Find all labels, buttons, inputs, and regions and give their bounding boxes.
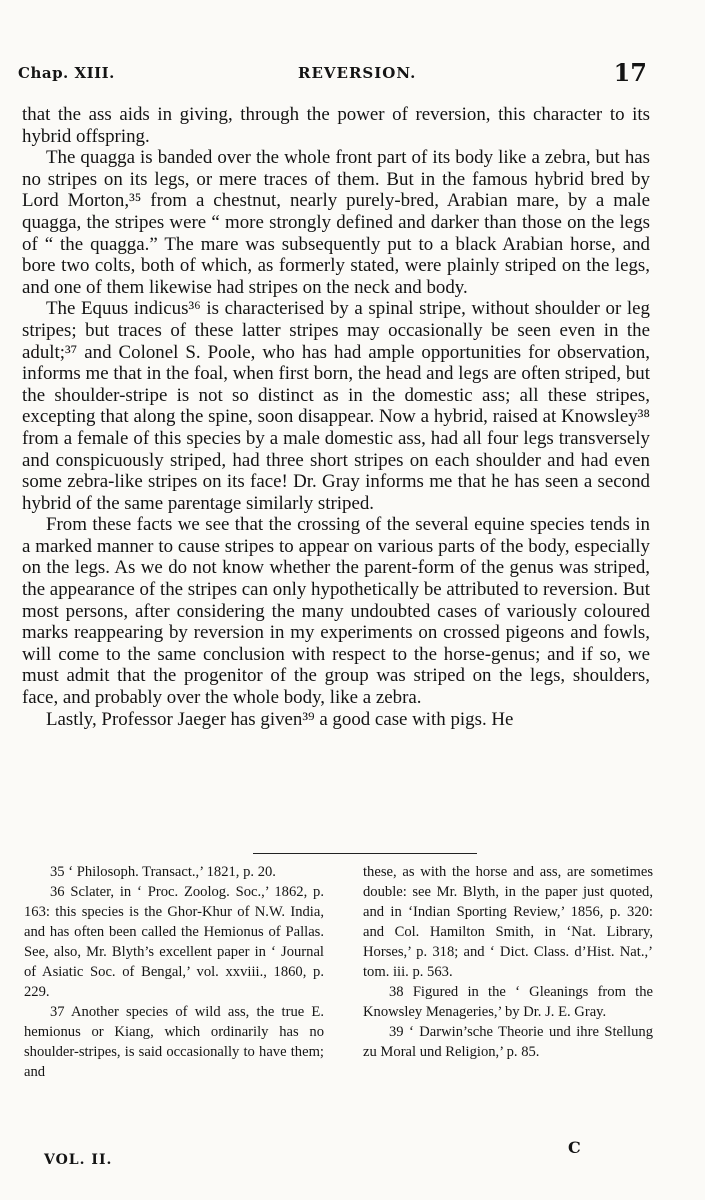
footnote-divider [253,853,477,854]
footnotes-right-column [363,862,653,1062]
paragraph: Lastly, Professor Jaeger has given³⁹ a good case with pigs. He [46,708,514,730]
footnote-37: 37 Another species of wild ass, the true E. hemionus or Kiang, which ordinarily has no shoulder-stripes, is said occasionally to have them; and [24,1004,324,1080]
footnotes-left-column [24,862,324,1082]
page-number: 17 [613,58,647,87]
chapter-label: Chap. XIII. [18,64,115,82]
main-text [22,104,650,730]
paragraph: that the ass aids in giving, through the power of reversion, this character to its hybrid offspring. [22,104,650,147]
signature-mark: C [568,1138,581,1157]
footnote-38: 38 Figured in the ‘ Gleanings from the Knowsley Menageries,’ by Dr. J. E. Gray. [363,984,653,1020]
paragraph: The quagga is banded over the whole front part of its body like a zebra, but has no stripes on its legs, or mere traces of them. But in the famous hybrid bred by Lord Morton,³⁵ from a chestnut, nearly purely-bred, Arabian mare, by a male quagga, the stripes were “ more strongly defined and darker than those on the legs of “ the quagga.” The mare was subsequently put to a black Arabian horse, and bore two colts, both of which, as formerly stated, were plainly striped on the legs, and one of them likewise had stripes on the neck and body. [22,147,650,298]
footnote-36: 36 Sclater, in ‘ Proc. Zoolog. Soc.,’ 1862, p. 163: this species is the Ghor-Khur of N.W. India, and has often been called the Hemionus of Pallas. See, also, Mr. Blyth’s excellent paper in ‘ Journal of Asiatic Soc. of Bengal,’ vol. xxviii., 1860, p. 229. [24,884,324,1000]
footnote-37-continued: these, as with the horse and ass, are sometimes double: see Mr. Blyth, in the paper just quoted, and in ‘Indian Sporting Review,’ 1856, p. 320: and Col. Hamilton Smith, in ‘Nat. Library, Horses,’ p. 318; and ‘ Dict. Class. d’Hist. Nat.,’ tom. iii. p. 563. [363,864,653,980]
paragraph: The Equus indicus³⁶ is characterised by a spinal stripe, without shoulder or leg stripes; but traces of these latter stripes may occasionally be seen even in the adult;³⁷ and Colonel S. Poole, who has had ample opportunities for observation, informs me that in the foal, when first born, the head and legs are often striped, but the shoulder-stripe is not so distinct as in the domestic ass; all these stripes, excepting that along the spine, soon disappear. Now a hybrid, raised at Knowsley³⁸ from a female of this species by a male domestic ass, had all four legs transversely and conspicuously striped, had three short stripes on each shoulder and had even some zebra-like stripes on its face! Dr. Gray informs me that he has seen a second hybrid of the same parentage similarly striped. [22,298,650,514]
running-title: REVERSION. [298,64,417,82]
footnote-35: 35 ‘ Philosoph. Transact.,’ 1821, p. 20. [50,864,276,880]
paragraph: From these facts we see that the crossing of the several equine species tends in a marked manner to cause stripes to appear on various parts of the body, especially on the legs. As we do not know whether the parent-form of the genus was striped, the appearance of the stripes can only hypothetically be attributed to reversion. But most persons, after considering the many undoubted cases of variously coloured marks reappearing by reversion in my experiments on crossed pigeons and fowls, will come to the same conclusion with respect to the horse-genus; and if so, we must admit that the progenitor of the group was striped on the legs, shoulders, face, and probably over the whole body, like a zebra. [22,514,650,709]
running-header [18,58,647,88]
footnote-39: 39 ‘ Darwin’sche Theorie und ihre Stellung zu Moral und Religion,’ p. 85. [363,1024,653,1060]
volume-label: VOL. II. [44,1152,113,1168]
